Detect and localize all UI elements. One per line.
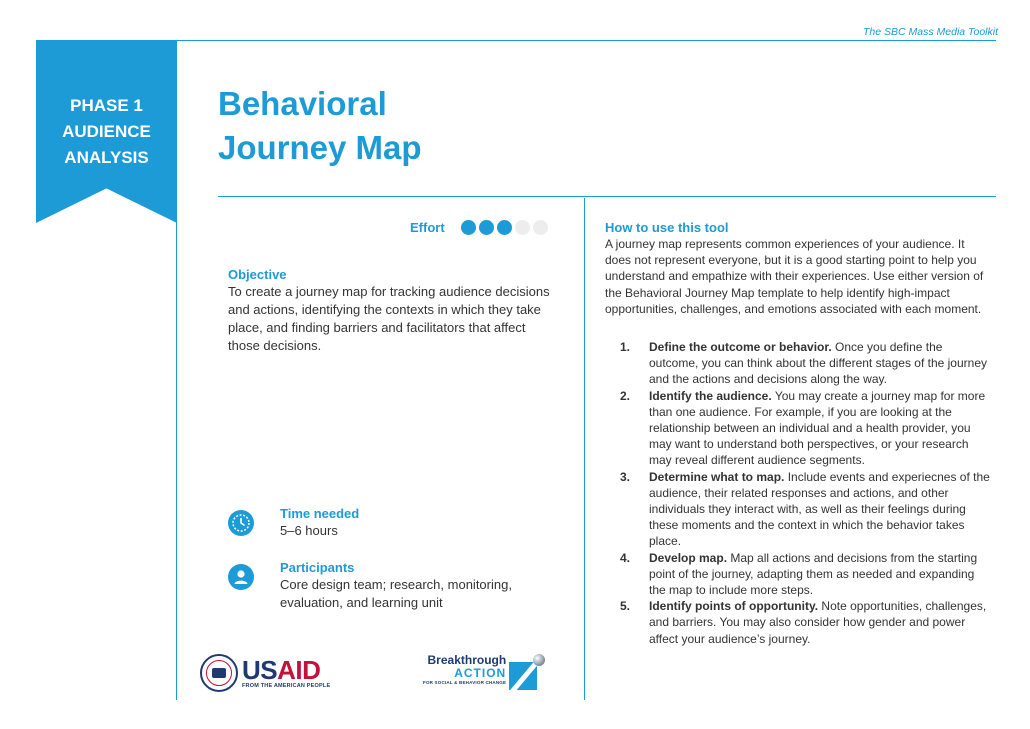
step-text: Note opportunities, challenges, and barriers. You may also consider how gender and power affect your audience’s journey. (649, 599, 987, 646)
phase-line-3: ANALYSIS (64, 148, 149, 167)
participants-value: Core design team; research, monitoring, evaluation, and learning unit (280, 577, 512, 610)
how-to-heading: How to use this tool (605, 220, 729, 235)
toolkit-title: The SBC Mass Media Toolkit (863, 26, 998, 38)
top-divider (36, 40, 996, 41)
usaid-us: US (242, 655, 278, 685)
effort-dot-filled (497, 220, 512, 235)
usaid-seal-icon (200, 654, 238, 692)
breakthrough-action-logo (423, 654, 547, 692)
step-title: Identify the audience. (649, 388, 772, 403)
effort-dot-empty (515, 220, 530, 235)
participants-heading: Participants (280, 560, 355, 575)
step-text: Map all actions and decisions from the starting point of the journey, adapting them as needed and expanding the map to include more steps. (649, 550, 978, 598)
page-title (218, 82, 422, 170)
usaid-tagline: FROM THE AMERICAN PEOPLE (242, 683, 331, 689)
person-icon (228, 564, 254, 590)
list-item (620, 339, 993, 388)
usaid-aid: AID (277, 655, 321, 685)
ba-line-2: ACTION (454, 666, 507, 680)
title-divider (218, 196, 996, 197)
list-item (620, 598, 993, 647)
effort-dots (461, 220, 548, 235)
time-needed-section (228, 505, 540, 540)
effort-dot-empty (533, 220, 548, 235)
effort-dot-filled (461, 220, 476, 235)
step-text: You may create a journey map for more than one audience. For example, if you are looking at the relationship between an individual and a health provider, you may want to understand both perspectives, or your research may reveal different audience segments. (649, 388, 986, 468)
time-needed-heading: Time needed (280, 506, 360, 521)
step-title: Determine what to map. (649, 469, 785, 484)
steps-list (605, 339, 993, 647)
objective-section (228, 266, 553, 355)
step-number: 2. (620, 388, 631, 403)
phase-line-1: PHASE 1 (70, 96, 143, 115)
ba-tagline: FOR SOCIAL & BEHAVIOR CHANGE (423, 680, 507, 685)
list-item (620, 469, 993, 550)
step-number: 1. (620, 340, 631, 355)
step-title: Identify points of opportunity. (649, 599, 819, 614)
how-to-section (605, 219, 993, 647)
step-title: Develop map. (649, 550, 728, 565)
objective-body: To create a journey map for tracking audience decisions and actions, identifying the contexts in which they take place, and finding barriers and facilitators that affect those decisions. (228, 284, 550, 353)
objective-heading: Objective (228, 267, 287, 282)
usaid-logo (200, 654, 330, 692)
column-divider (584, 198, 585, 700)
step-number: 3. (620, 469, 631, 484)
effort-dot-filled (479, 220, 494, 235)
effort-label: Effort (410, 220, 445, 235)
step-title: Define the outcome or behavior. (649, 340, 832, 355)
left-divider (176, 222, 177, 700)
page-title-line-2: Journey Map (218, 129, 422, 166)
effort-rating (410, 220, 548, 235)
step-text: Once you define the outcome, you can think about the different stages of the journey and the actions and decisions along the way. (649, 340, 987, 387)
step-text: Include events and experiecnes of the audience, their related responses and actions, and other individuals they interact with, as well as their feelings during these moments and the context in which the behavior takes place. (649, 469, 990, 549)
step-number: 4. (620, 550, 631, 565)
page-title-line-1: Behavioral (218, 85, 387, 122)
participants-section (228, 559, 540, 612)
ba-line-1: Breakthrough (427, 653, 507, 667)
time-needed-value: 5–6 hours (280, 523, 338, 538)
step-number: 5. (620, 599, 631, 614)
phase-label (36, 93, 177, 171)
phase-line-2: AUDIENCE (62, 122, 151, 141)
clock-icon (228, 510, 254, 536)
list-item (620, 388, 993, 469)
breakthrough-mark-icon (509, 654, 547, 692)
how-to-intro: A journey map represents common experiences of your audience. It does not represent everyone, but it is a good starting point to help you understand and empathize with their experiences. Use either version of the Behavioral Journey Map template to help identify high-impact opportunities, challenges, and emotions associated with each moment. (605, 237, 984, 316)
list-item (620, 550, 993, 599)
